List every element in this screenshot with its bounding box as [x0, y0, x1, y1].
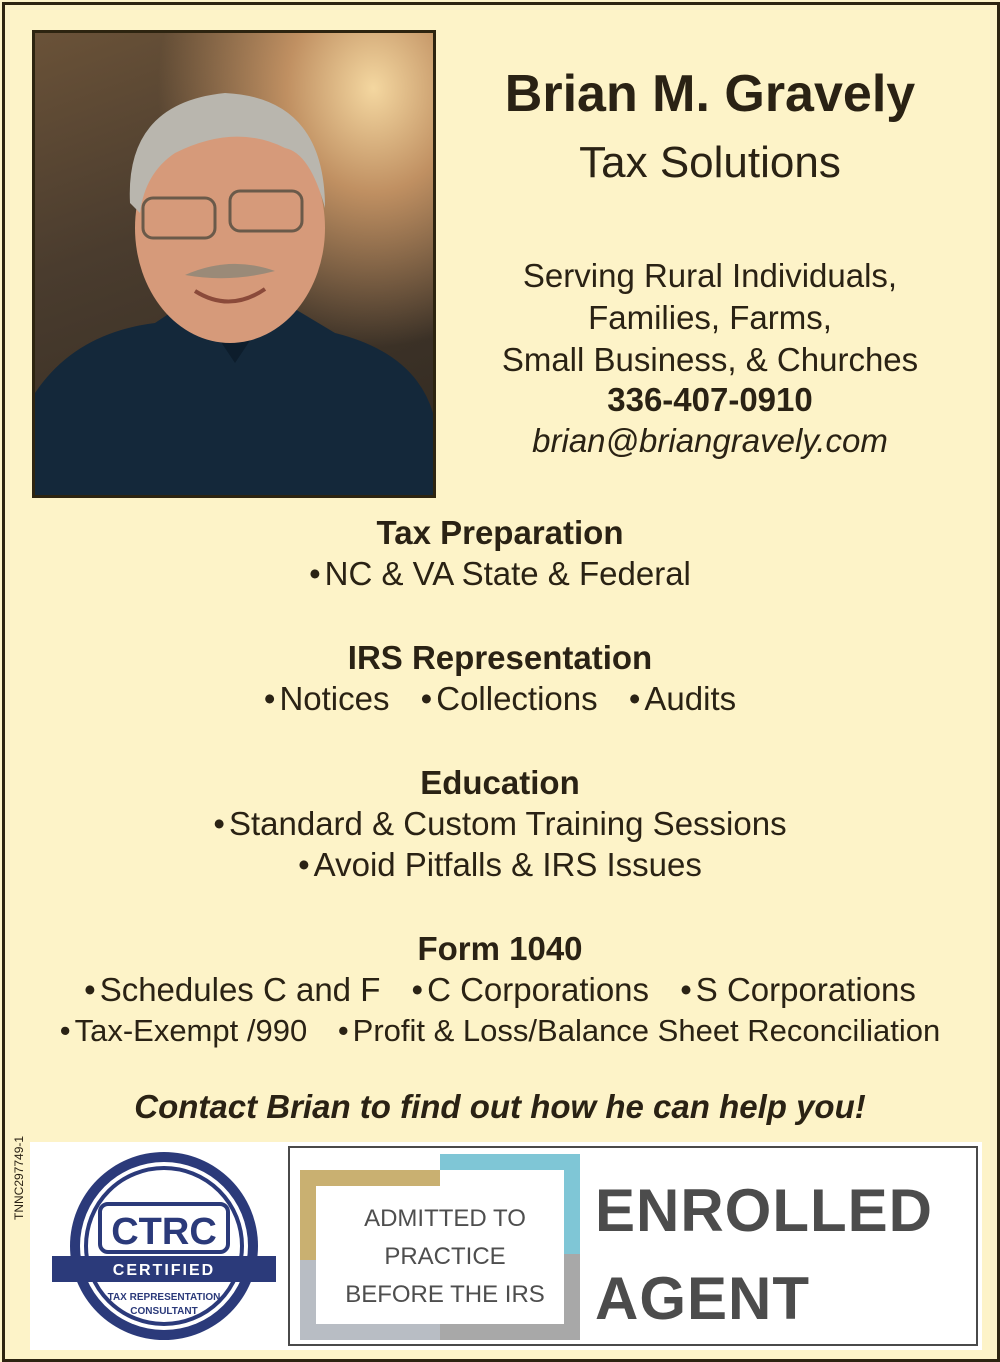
business-subtitle: Tax Solutions	[579, 138, 841, 187]
ctrc-caption: TAX REPRESENTATION	[107, 1292, 221, 1303]
section-heading: Form 1040	[417, 930, 583, 967]
ctrc-text: CTRC	[111, 1211, 217, 1253]
service-item: • C Corporations	[412, 971, 650, 1008]
business-owner-name: Brian M. Gravely	[504, 65, 916, 123]
serving-line: Small Business, & Churches	[501, 341, 919, 378]
service-item: • Collections	[421, 680, 598, 717]
call-to-action: Contact Brian to find out how he can help you!	[134, 1088, 866, 1125]
enrolled-text: ENROLLED	[595, 1177, 933, 1244]
ctrc-seal-icon	[44, 1148, 284, 1344]
agent-text: AGENT	[595, 1265, 810, 1332]
admitted-text	[330, 1200, 560, 1314]
service-item: • Notices	[264, 680, 390, 717]
email-address[interactable]: brian@briangravely.com	[532, 422, 888, 459]
section-irs-representation	[0, 637, 1000, 719]
service-item: • Audits	[629, 680, 736, 717]
portrait-photo	[32, 30, 436, 498]
certification-badges	[30, 1142, 982, 1350]
section-heading: Education	[420, 764, 580, 801]
section-tax-preparation	[0, 512, 1000, 594]
service-item: • Profit & Loss/Balance Sheet Reconciliation	[338, 1013, 940, 1048]
section-education	[0, 762, 1000, 885]
service-item: • Standard & Custom Training Sessions	[213, 805, 786, 842]
ad-code: TNNC297749-1	[12, 1135, 26, 1220]
section-form-1040	[0, 928, 1000, 1051]
service-item: • Tax-Exempt /990	[60, 1013, 307, 1048]
serving-line: Serving Rural Individuals,	[522, 257, 898, 294]
service-item: • S Corporations	[680, 971, 916, 1008]
certified-text: CERTIFIED	[112, 1262, 216, 1279]
service-item: • Avoid Pitfalls & IRS Issues	[298, 846, 702, 883]
admitted-line: BEFORE THE IRS	[345, 1281, 545, 1308]
admitted-line: ADMITTED TO	[364, 1205, 526, 1232]
service-item: • NC & VA State & Federal	[309, 555, 691, 592]
admitted-line: PRACTICE	[384, 1243, 506, 1270]
enrolled-agent-badge	[288, 1146, 978, 1346]
ctrc-caption: CONSULTANT	[130, 1306, 198, 1317]
serving-text	[440, 255, 980, 381]
service-item: • Schedules C and F	[84, 971, 380, 1008]
section-heading: IRS Representation	[347, 639, 653, 676]
section-heading: Tax Preparation	[376, 514, 624, 551]
serving-line: Families, Farms,	[588, 299, 832, 336]
phone-number[interactable]: 336-407-0910	[607, 381, 813, 418]
